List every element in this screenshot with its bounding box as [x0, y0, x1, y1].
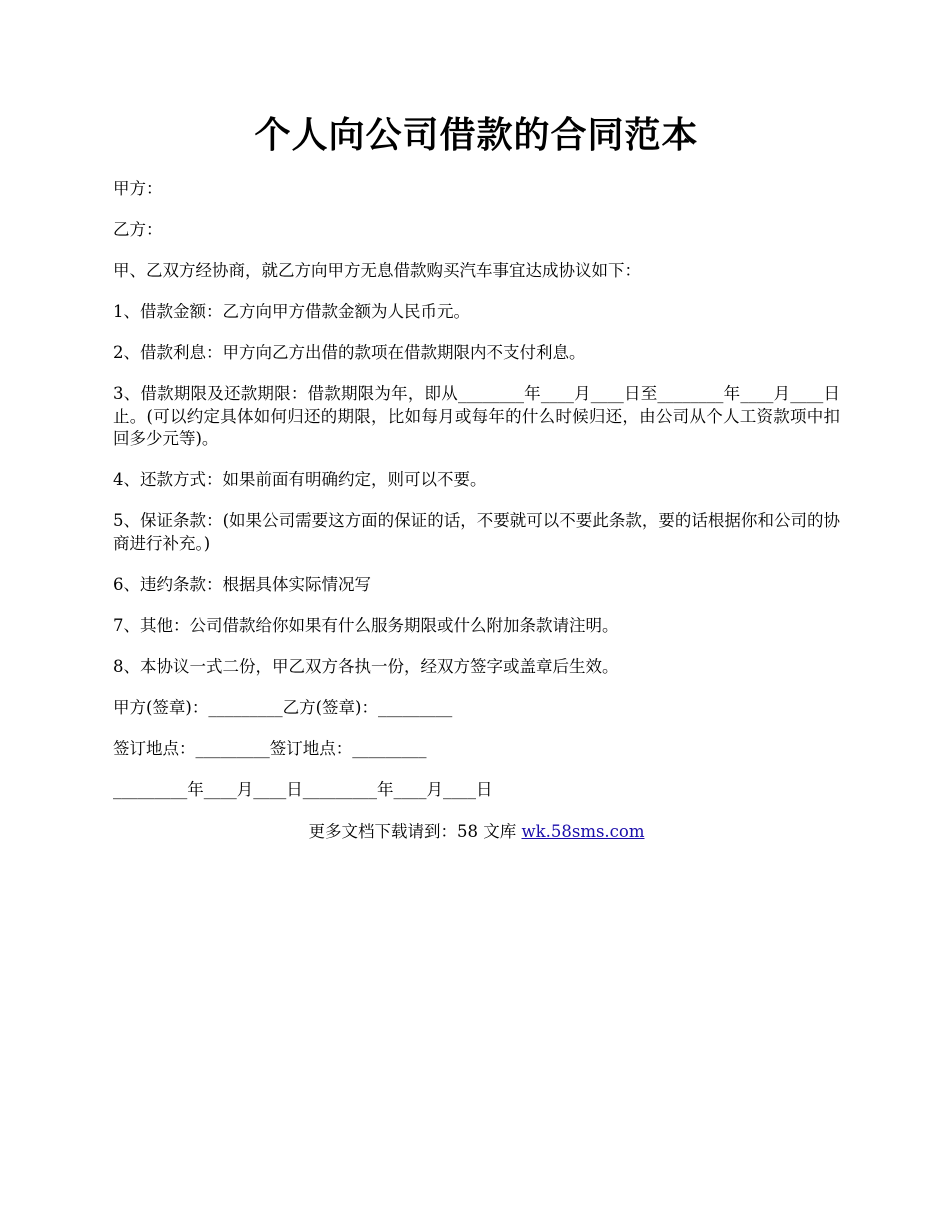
date-line: _________年____月____日_________年____月____日 [113, 779, 493, 799]
footer-link[interactable]: wk.58sms.com [521, 822, 645, 841]
party-a-line: 甲方： [113, 179, 163, 198]
footer-note [113, 820, 840, 844]
party-b-line: 乙方： [113, 220, 163, 239]
clause-4-repayment: 4、还款方式：如果前面有明确约定，则可以不要。 [113, 470, 487, 489]
footer-prefix: 更多文档下载请到：58 文库 [308, 822, 522, 841]
clause-8-effect: 8、本协议一式二份，甲乙双方各执一份，经双方签字或盖章后生效。 [113, 656, 619, 676]
document-body [113, 178, 840, 820]
clause-1-amount: 1、借款金额：乙方向甲方借款金额为人民币元。 [113, 302, 470, 321]
clause-6-breach: 6、违约条款：根据具体实际情况写 [113, 574, 371, 594]
clause-3-term: 3、借款期限及还款期限：借款期限为年，即从________年____月____日至________年____月____日止。(可以约定具体如何归还的期限，比如每月或每年的什么时候归还，由公司从个人工资款项中扣回多少元等)。 [113, 384, 840, 448]
signing-location-line: 签订地点：_________签订地点：_________ [113, 738, 427, 758]
document-title: 个人向公司借款的合同范本 [254, 114, 699, 156]
clause-5-guarantee: 5、保证条款：(如果公司需要这方面的保证的话，不要就可以不要此条款，要的话根据你和公司的协商进行补充。) [113, 511, 840, 553]
clause-7-other: 7、其他：公司借款给你如果有什么服务期限或什么附加条款请注明。 [113, 615, 619, 635]
intro-paragraph: 甲、乙双方经协商，就乙方向甲方无息借款购买汽车事宜达成协议如下： [113, 261, 641, 280]
signature-line: 甲方(签章)：_________乙方(签章)：_________ [113, 697, 453, 717]
clause-2-interest: 2、借款利息：甲方向乙方出借的款项在借款期限内不支付利息。 [113, 343, 586, 362]
